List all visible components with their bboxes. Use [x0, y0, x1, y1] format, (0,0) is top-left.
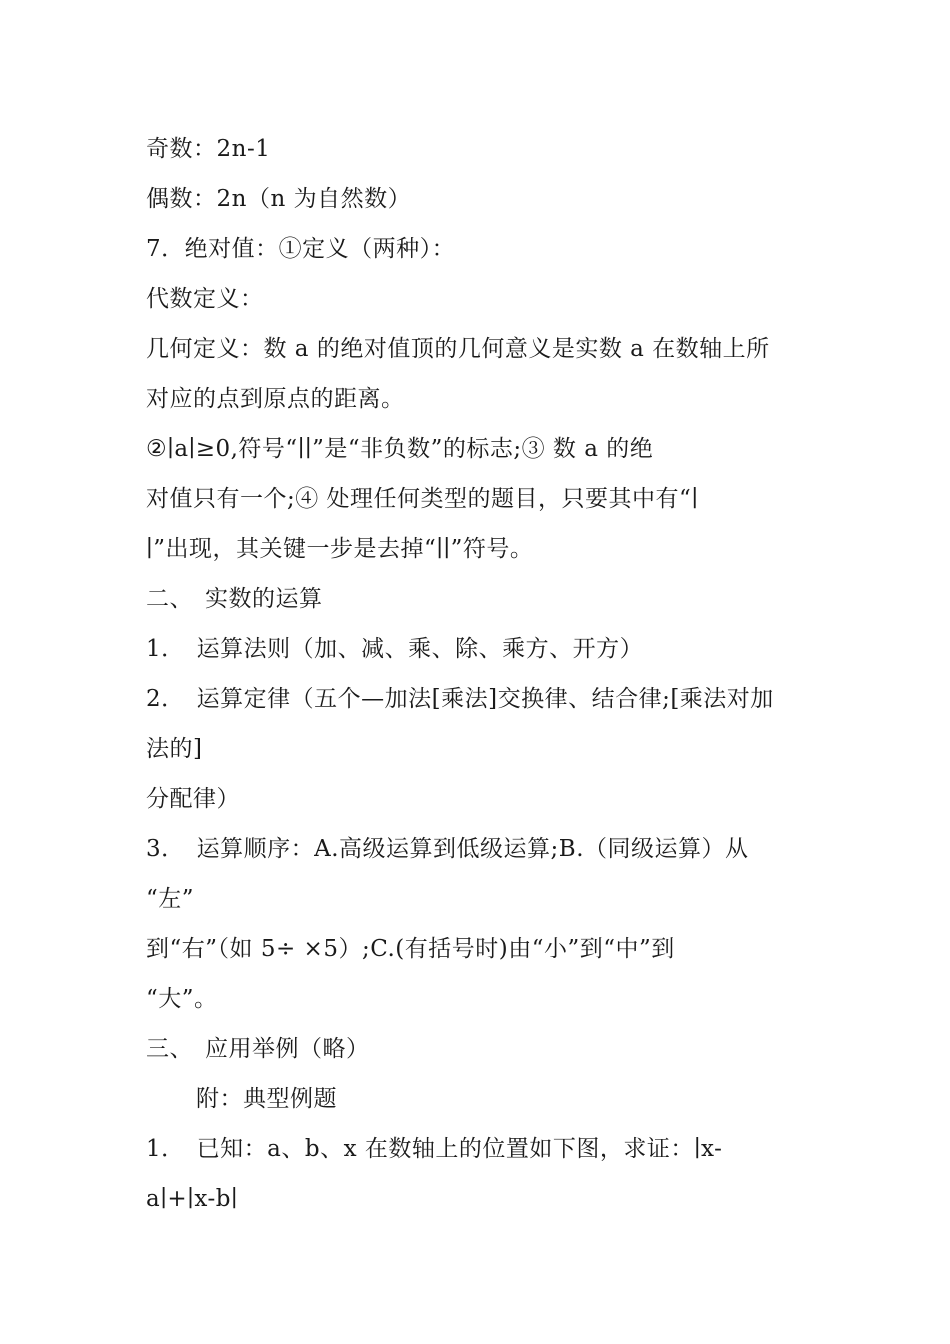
text-line-odd: 奇数：2n-1 — [146, 136, 271, 162]
text-line-geometric-def-cont: 对应的点到原点的距离。 — [146, 386, 405, 412]
text-line-property-4: ∣”出现，其关键一步是去掉“∣∣”符号。 — [146, 536, 534, 562]
section-heading-3: 三、 应用举例（略） — [146, 1036, 370, 1062]
text-line-even: 偶数：2n（n 为自然数） — [146, 186, 412, 212]
list-item-1: 1． 运算法则（加、减、乘、除、乘方、开方） — [146, 636, 644, 662]
list-item-2-cont: 法的] — [146, 736, 203, 762]
list-item-3-cont-2: 到“右”（如 5÷ ×5）;C.(有括号时)由“小”到“中”到 — [146, 936, 675, 962]
appendix-heading: 附：典型例题 — [196, 1086, 337, 1112]
text-line-geometric-def: 几何定义：数 a 的绝对值顶的几何意义是实数 a 在数轴上所 — [146, 336, 770, 362]
heading-absolute-value: 7．绝对值：①定义（两种）： — [146, 236, 456, 262]
text-line-property-3: 对值只有一个;④ 处理任何类型的题目，只要其中有“∣ — [146, 486, 699, 512]
list-item-2-cont-2: 分配律） — [146, 786, 240, 812]
text-line-algebraic-def: 代数定义： — [146, 286, 264, 312]
list-item-2: 2． 运算定律（五个—加法[乘法]交换律、结合律;[乘法对加 — [146, 686, 774, 712]
list-item-3-cont: “左” — [146, 886, 195, 912]
list-item-3: 3． 运算顺序：A.高级运算到低级运算;B.（同级运算）从 — [146, 836, 749, 862]
list-item-3-cont-3: “大”。 — [146, 986, 218, 1012]
example-1-cont: a∣+∣x-b∣ — [146, 1186, 239, 1212]
text-line-property-2: ②∣a∣≥0,符号“∣∣”是“非负数”的标志;③ 数 a 的绝 — [146, 436, 654, 462]
example-1: 1． 已知：a、b、x 在数轴上的位置如下图，求证：∣x- — [146, 1136, 723, 1162]
section-heading-2: 二、 实数的运算 — [146, 586, 323, 612]
